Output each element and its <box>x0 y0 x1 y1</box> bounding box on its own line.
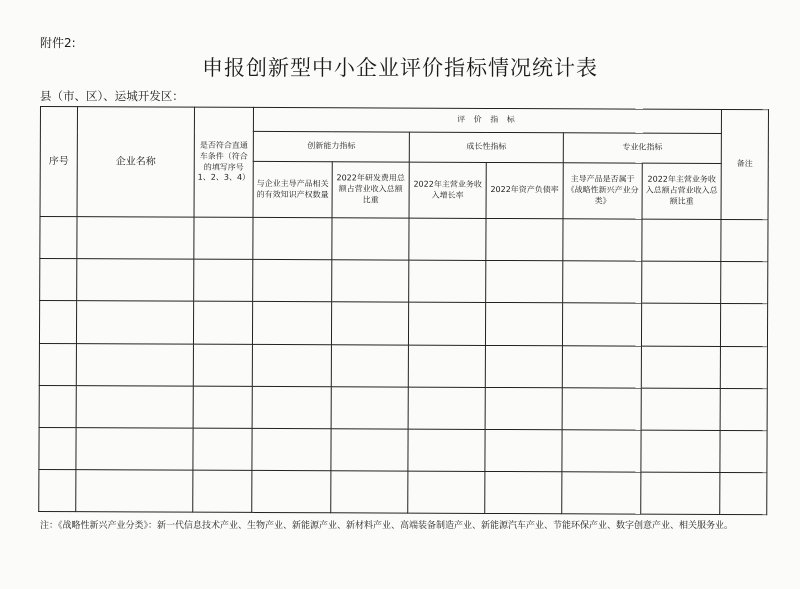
table-row <box>40 217 768 262</box>
cell-serial <box>40 217 77 259</box>
cell-rd-ratio <box>331 428 408 470</box>
header-condition: 是否符合直通车条件（符合的填写序号1、2、3、4） <box>194 107 253 217</box>
cell-remarks <box>721 220 768 262</box>
cell-rd-ratio <box>332 260 409 302</box>
cell-rd-ratio <box>331 386 408 428</box>
cell-main-revenue-ratio <box>642 261 721 303</box>
header-strategic-product: 主导产品是否属于《战略性新兴产业分类》 <box>563 163 642 219</box>
table-row <box>40 259 768 304</box>
county-label: 县（市、区）、运城开发区： <box>40 89 184 103</box>
cell-condition <box>194 260 253 302</box>
cell-company-name <box>76 343 193 386</box>
cell-revenue-growth <box>408 429 485 471</box>
cell-revenue-growth <box>409 260 486 302</box>
header-main-revenue-ratio: 2022年主营业务收入总额占营业收入总额比重 <box>642 163 721 219</box>
cell-strategic-product <box>562 345 641 387</box>
cell-condition <box>193 344 252 386</box>
cell-company-name <box>76 469 193 512</box>
cell-rd-ratio <box>331 302 408 344</box>
cell-remarks <box>720 388 767 430</box>
cell-serial <box>39 385 76 427</box>
header-remarks: 备注 <box>721 109 768 219</box>
cell-company-name <box>76 427 193 470</box>
cell-main-revenue-ratio <box>641 430 720 472</box>
cell-company-name <box>76 301 193 344</box>
cell-rd-ratio <box>331 344 408 386</box>
cell-debt-ratio <box>485 303 562 345</box>
cell-ip-count <box>253 218 332 260</box>
cell-company-name <box>76 385 193 428</box>
cell-revenue-growth <box>408 471 485 514</box>
form-title: 申报创新型中小企业评价指标情况统计表 <box>202 56 598 80</box>
cell-condition <box>193 428 252 470</box>
cell-condition <box>194 217 253 259</box>
cell-debt-ratio <box>485 345 562 387</box>
cell-strategic-product <box>562 303 641 345</box>
cell-main-revenue-ratio <box>642 219 721 261</box>
cell-serial <box>39 343 76 385</box>
cell-revenue-growth <box>408 345 485 387</box>
cell-main-revenue-ratio <box>641 472 720 515</box>
cell-rd-ratio <box>332 218 409 260</box>
table-row <box>39 427 767 472</box>
cell-ip-count <box>252 428 331 470</box>
cell-strategic-product <box>563 219 642 261</box>
header-specialization-group: 专业化指标 <box>563 133 721 164</box>
cell-revenue-growth <box>408 387 485 429</box>
header-serial: 序号 <box>40 107 77 217</box>
cell-main-revenue-ratio <box>641 388 720 430</box>
cell-strategic-product <box>562 387 641 429</box>
cell-rd-ratio <box>331 471 408 514</box>
statistics-table <box>38 106 769 515</box>
cell-debt-ratio <box>486 219 563 261</box>
table-row <box>39 385 767 430</box>
header-innovation-group: 创新能力指标 <box>253 131 409 162</box>
attachment-label: 附件2: <box>40 36 76 50</box>
cell-company-name <box>77 259 194 302</box>
cell-debt-ratio <box>486 261 563 303</box>
footnote: 注：《战略性新兴产业分类》：新一代信息技术产业、生物产业、新能源产业、新材料产业、高端装备制造产业、新能源汽车产业、节能环保产业、数字创意产业、相关服务业。 <box>40 521 734 531</box>
cell-serial <box>40 259 77 301</box>
cell-remarks <box>720 472 767 514</box>
table-row <box>39 469 767 514</box>
header-ip-count: 与企业主导产品相关的有效知识产权数量 <box>253 162 332 218</box>
cell-serial <box>39 469 76 511</box>
cell-main-revenue-ratio <box>641 304 720 346</box>
header-growth-group: 成长性指标 <box>409 132 563 163</box>
cell-ip-count <box>252 344 331 386</box>
header-company-name: 企业名称 <box>77 107 194 218</box>
cell-serial <box>39 427 76 469</box>
cell-ip-count <box>252 470 331 513</box>
cell-condition <box>193 302 252 344</box>
cell-debt-ratio <box>485 471 562 514</box>
header-revenue-growth: 2022年主营业务收入增长率 <box>409 162 486 218</box>
header-debt-ratio: 2022年资产负债率 <box>486 163 563 219</box>
cell-ip-count <box>252 302 331 344</box>
table-row <box>39 343 767 388</box>
cell-remarks <box>720 346 767 388</box>
cell-main-revenue-ratio <box>641 346 720 388</box>
cell-strategic-product <box>562 429 641 471</box>
cell-ip-count <box>253 260 332 302</box>
table-row <box>39 301 767 346</box>
header-rd-ratio: 2022年研发费用总额占营业收入总额比重 <box>332 162 409 218</box>
cell-debt-ratio <box>485 387 562 429</box>
header-evaluation: 评 价 指 标 <box>253 107 721 133</box>
cell-company-name <box>77 217 194 260</box>
cell-remarks <box>721 262 768 304</box>
cell-remarks <box>721 304 768 346</box>
cell-condition <box>193 386 252 428</box>
cell-condition <box>193 470 252 512</box>
cell-remarks <box>720 430 767 472</box>
cell-serial <box>39 301 76 343</box>
cell-revenue-growth <box>408 303 485 345</box>
cell-ip-count <box>252 386 331 428</box>
cell-debt-ratio <box>485 429 562 471</box>
cell-strategic-product <box>563 261 642 303</box>
cell-strategic-product <box>562 472 641 515</box>
cell-revenue-growth <box>409 218 486 260</box>
